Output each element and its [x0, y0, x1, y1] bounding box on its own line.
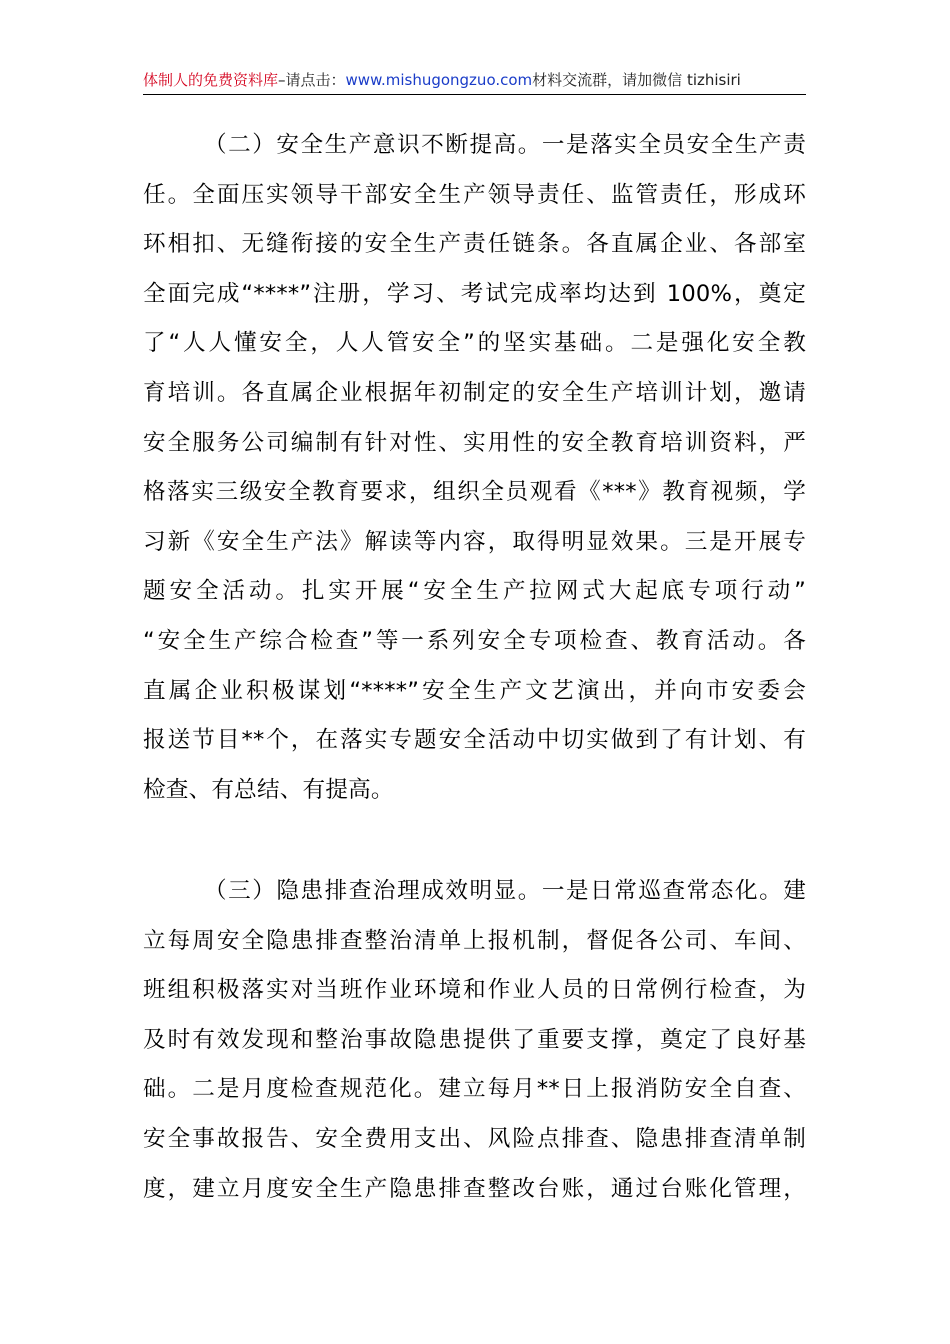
paragraph-line: 直属企业积极谋划“****”安全生产文艺演出，并向市安委会 — [143, 677, 806, 704]
paragraph-line: 及时有效发现和整治事故隐患提供了重要支撑，奠定了良好基 — [143, 1026, 806, 1053]
paragraph-line: 全面完成“****”注册，学习、考试完成率均达到 100%，奠定 — [143, 280, 806, 307]
paragraph-line: 班组积极落实对当班作业环境和作业人员的日常例行检查，为 — [143, 977, 806, 1004]
paragraph-line: 题安全活动。扎实开展“安全生产拉网式大起底专项行动” — [143, 578, 806, 605]
paragraph-line: 度，建立月度安全生产隐患排查整改台账，通过台账化管理， — [143, 1175, 806, 1202]
paragraph-line: （三）隐患排查治理成效明显。一是日常巡查常态化。建 — [204, 878, 806, 904]
paragraph-line: 育培训。各直属企业根据年初制定的安全生产培训计划，邀请 — [143, 379, 806, 406]
header-website-link[interactable]: www.mishugongzuo.com — [345, 71, 533, 89]
header-prompt: –请点击： — [278, 71, 346, 89]
paragraph-line: 任。全面压实领导干部安全生产领导责任、监管责任，形成环 — [143, 181, 806, 208]
paragraph-line: 础。二是月度检查规范化。建立每月**日上报消防安全自查、 — [143, 1076, 806, 1103]
header-contact-note: 材料交流群，请加微信 tizhisiri — [532, 71, 741, 89]
paragraph-line: 立每周安全隐患排查整治清单上报机制，督促各公司、车间、 — [143, 927, 806, 954]
paragraph-line: 安全服务公司编制有针对性、实用性的安全教育培训资料，严 — [143, 429, 806, 456]
paragraph-line: 环相扣、无缝衔接的安全生产责任链条。各直属企业、各部室 — [143, 231, 806, 258]
paragraph-line: （二）安全生产意识不断提高。一是落实全员安全生产责 — [204, 132, 806, 158]
paragraph-line: 安全事故报告、安全费用支出、风险点排查、隐患排查清单制 — [143, 1125, 806, 1152]
header-brand: 体制人的免费资料库 — [143, 71, 279, 89]
paragraph-line: 检查、有总结、有提高。 — [143, 776, 394, 803]
page-header — [143, 68, 806, 95]
paragraph-line: 格落实三级安全教育要求，组织全员观看《***》教育视频，学 — [143, 479, 806, 506]
paragraph-safety-awareness — [143, 121, 806, 815]
paragraph-line: 报送节目**个，在落实专题安全活动中切实做到了有计划、有 — [143, 727, 806, 754]
paragraph-line: 了“人人懂安全，人人管安全”的坚实基础。二是强化安全教 — [143, 330, 806, 357]
paragraph-line: “安全生产综合检查”等一系列安全专项检查、教育活动。各 — [143, 627, 806, 654]
paragraph-line: 习新《安全生产法》解读等内容，取得明显效果。三是开展专 — [143, 528, 806, 555]
paragraph-hazard-inspection — [143, 867, 806, 1214]
